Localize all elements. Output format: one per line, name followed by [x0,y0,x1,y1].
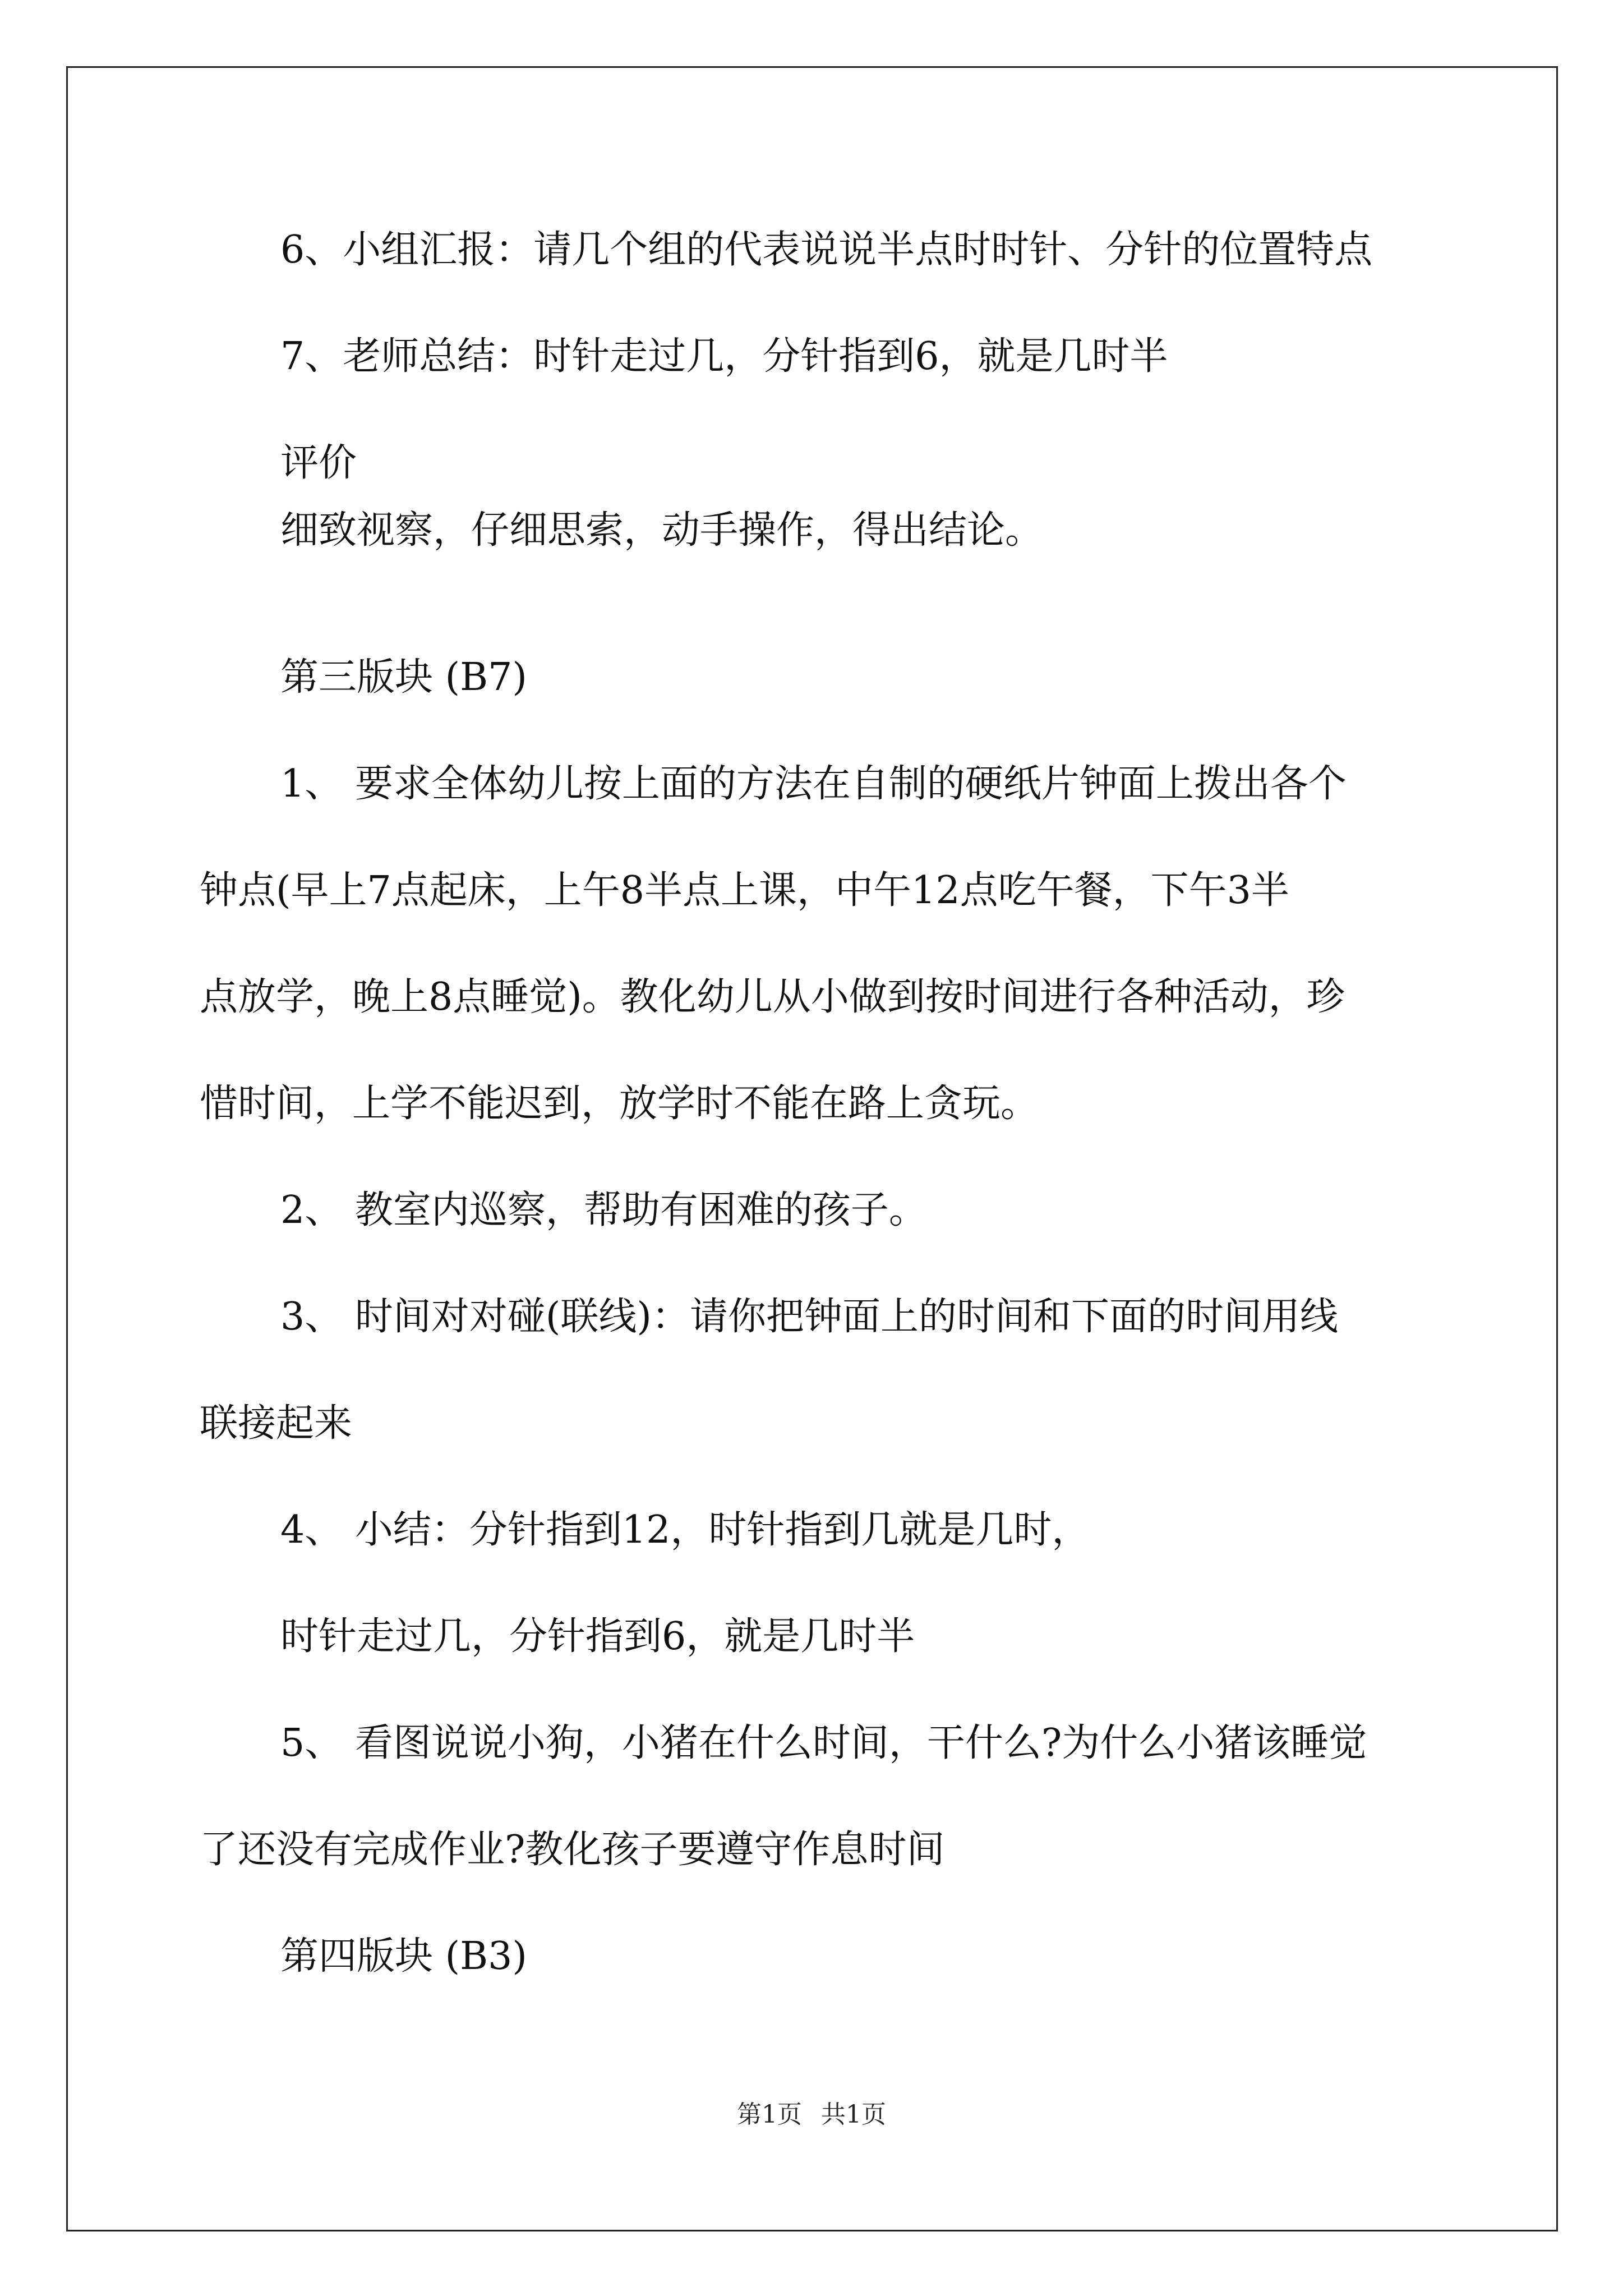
paragraph-line: 时针走过几，分针指到6，就是几时半 [280,1614,915,1659]
paragraph-line: 5、 看图说说小狗，小猪在什么时间，干什么?为什么小猪该睡觉 [280,1721,1367,1765]
page-number-current: 第1页 [737,2100,802,2129]
paragraph-line: 细致视察，仔细思索，动手操作，得出结论。 [280,508,1044,553]
page-border [66,66,1558,2231]
paragraph-line: 4、 小结：分针指到12，时针指到几就是几时， [280,1508,1090,1552]
paragraph-line: 2、 教室内巡察，帮助有困难的孩子。 [280,1188,927,1232]
section-heading: 第三版块 (B7) [280,655,527,700]
paragraph-line: 6、小组汇报：请几个组的代表说说半点时时针、分针的位置特点 [280,228,1373,272]
paragraph-line: 钟点(早上7点起床，上午8半点上课，中午12点吃午餐，下午3半 [200,868,1289,913]
section-heading: 第四版块 (B3) [280,1934,527,1978]
paragraph-line: 7、老师总结：时针走过几，分针指到6，就是几时半 [280,334,1168,379]
page-footer [0,2099,1623,2131]
paragraph-line: 惜时间，上学不能迟到，放学时不能在路上贪玩。 [200,1082,1039,1126]
page-number-total: 共1页 [821,2100,886,2129]
section-label: 评价 [280,441,357,485]
paragraph-line: 联接起来 [200,1401,353,1446]
paragraph-line: 点放学，晚上8点睡觉)。教化幼儿从小做到按时间进行各种活动，珍 [200,975,1345,1019]
paragraph-line: 1、 要求全体幼儿按上面的方法在自制的硬纸片钟面上拨出各个 [280,762,1347,806]
paragraph-line: 3、 时间对对碰(联线)：请你把钟面上的时间和下面的时间用线 [280,1295,1338,1339]
paragraph-line: 了还没有完成作业?教化孩子要遵守作息时间 [200,1828,945,1872]
